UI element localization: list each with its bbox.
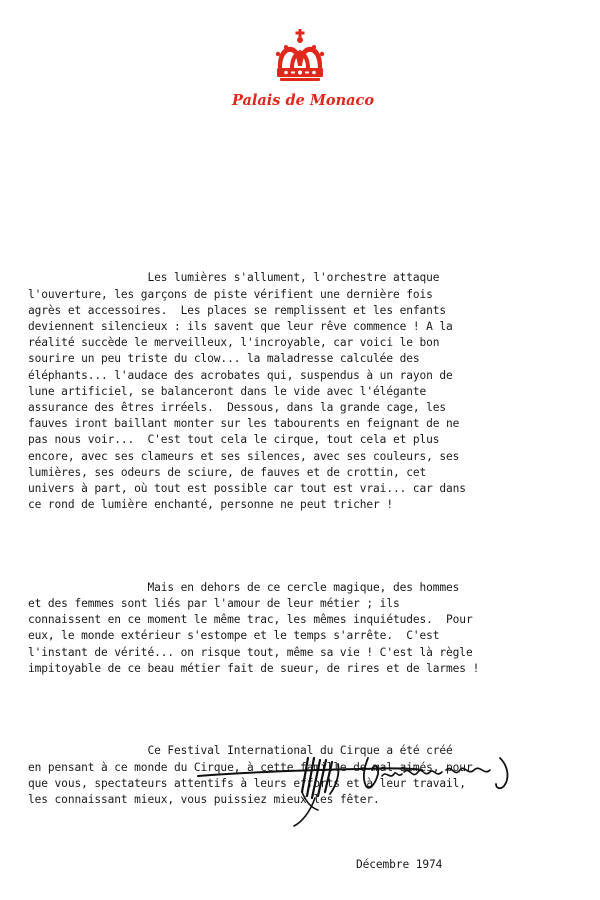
palace-name: Palais de Monaco bbox=[231, 92, 375, 109]
letter-body bbox=[28, 238, 588, 825]
letterhead bbox=[0, 28, 600, 109]
crown-icon bbox=[272, 28, 328, 84]
paragraph-2: Mais en dehors de ce cercle magique, des hommes et des femmes sont liés par l'amour de leur métier ; ils connaissent en ce moment le même trac, les mêmes inquiétudes. Pour eux, le monde extérieur s'estompe et le temps s'arrête. C'est l'instant de vérité... on risque tout, même sa vie ! C'est là règle impitoyable de ce beau métier fait de sueur, de rires et de larmes ! bbox=[28, 580, 480, 675]
letter-date: Décembre 1974 bbox=[356, 858, 443, 871]
signature bbox=[190, 752, 550, 832]
paragraph-1: Les lumières s'allument, l'orchestre attaque l'ouverture, les garçons de piste vérifient une dernière fois agrès et accessoires. Les places se remplissent et les enfants deviennent silencieux : ils savent que leur rêve commence ! A la réalité succède le merveilleux, l'incroyable, car voici le bon sourire un peu triste du clow... la maladresse calculée des éléphants... l'audace des acrobates qui, suspendus à un rayon de lune artificiel, se balanceront dans le vide avec l'élégante assurance des êtres irréels. Dessous, dans la grande cage, les fauves iront baillant monter sur les tabourents en feignant de ne pas nous voir... C'est tout cela le cirque, tout cela et plus encore, avec ses clameurs et ses silences, avec ses couleurs, ses lumières, ses odeurs de sciure, de fauves et de crottin, cet univers à part, où tout est possible car tout est vrai... car dans ce rond de lumière enchanté, personne ne peut tricher ! bbox=[28, 271, 466, 512]
paragraph-3: Ce Festival International du Cirque a été créé en pensant à ce monde du Cirque, à cette famille de mal aimés, pour que vous, spectateurs attentifs à leurs efforts et à leur travail, les connaissant mieux, vous puissiez mieux les fêter. bbox=[28, 744, 473, 807]
